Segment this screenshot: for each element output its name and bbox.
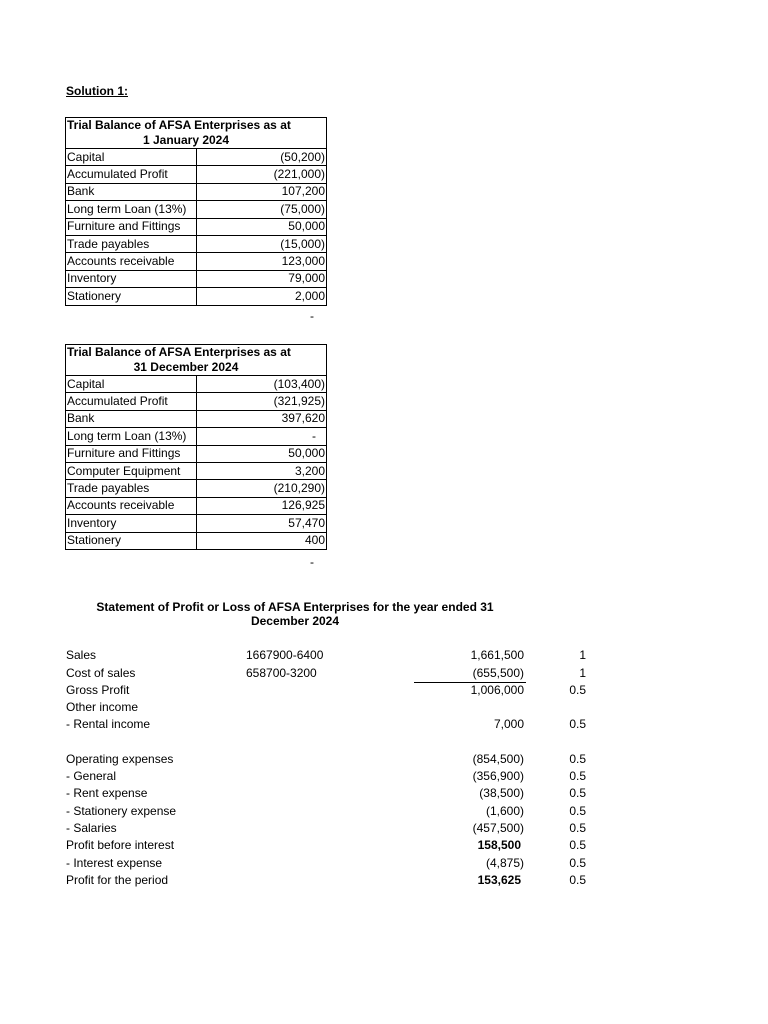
table-row bbox=[66, 410, 327, 427]
trial-balance-dec-total: - bbox=[310, 555, 314, 569]
table-row bbox=[66, 462, 327, 479]
row-amount: (103,400) bbox=[196, 376, 327, 393]
row-value: 153,625 bbox=[477, 873, 521, 887]
row-label: Profit for the period bbox=[66, 873, 169, 887]
profit-loss-title: Statement of Profit or Loss of AFSA Enterprises for the year ended 31 December 2024 bbox=[96, 600, 494, 628]
profit-loss-row bbox=[0, 855, 768, 872]
profit-loss-row bbox=[0, 837, 768, 854]
row-label: Accounts receivable bbox=[66, 497, 197, 514]
trial-balance-jan-title: Trial Balance of AFSA Enterprises as at 1 January 2024 bbox=[66, 118, 327, 149]
row-amount: 2,000 bbox=[196, 288, 327, 305]
profit-loss-row bbox=[0, 803, 768, 820]
table-row bbox=[66, 445, 327, 462]
row-label: Furniture and Fittings bbox=[66, 218, 197, 235]
row-label: Stationery bbox=[66, 288, 197, 305]
table-row bbox=[66, 428, 327, 445]
row-label: Capital bbox=[66, 376, 197, 393]
table-row bbox=[66, 497, 327, 514]
table-row bbox=[66, 270, 327, 287]
profit-loss-row bbox=[0, 751, 768, 768]
row-label: - Stationery expense bbox=[66, 804, 177, 818]
row-calculation: 1667900-6400 bbox=[246, 648, 324, 662]
row-amount: (15,000) bbox=[196, 235, 327, 252]
profit-loss-row bbox=[0, 665, 768, 682]
row-value: (854,500) bbox=[472, 752, 524, 766]
row-amount: 397,620 bbox=[196, 410, 327, 427]
row-label: Long term Loan (13%) bbox=[66, 201, 197, 218]
profit-loss-row bbox=[0, 872, 768, 889]
row-amount: (221,000) bbox=[196, 166, 327, 183]
row-amount: 57,470 bbox=[196, 515, 327, 532]
row-amount: 126,925 bbox=[196, 497, 327, 514]
row-amount: 50,000 bbox=[196, 218, 327, 235]
row-label: Inventory bbox=[66, 515, 197, 532]
row-label: Furniture and Fittings bbox=[66, 445, 197, 462]
row-mark: 0.5 bbox=[569, 769, 586, 783]
row-value: 1,661,500 bbox=[470, 648, 524, 662]
profit-loss-row bbox=[0, 820, 768, 837]
table-row bbox=[66, 532, 327, 549]
row-mark: 0.5 bbox=[569, 873, 586, 887]
row-label: Cost of sales bbox=[66, 666, 136, 680]
row-mark: 0.5 bbox=[569, 752, 586, 766]
table-row bbox=[66, 149, 327, 166]
row-label: Computer Equipment bbox=[66, 462, 197, 479]
row-label: - Salaries bbox=[66, 821, 117, 835]
profit-loss-row bbox=[0, 647, 768, 664]
row-label: Accumulated Profit bbox=[66, 166, 197, 183]
table-row bbox=[66, 183, 327, 200]
row-mark: 0.5 bbox=[569, 786, 586, 800]
row-amount: 400 bbox=[196, 532, 327, 549]
trial-balance-dec-title: Trial Balance of AFSA Enterprises as at 31 December 2024 bbox=[66, 345, 327, 376]
row-calculation: 658700-3200 bbox=[246, 666, 317, 680]
row-value: (356,900) bbox=[472, 769, 524, 783]
row-amount: (210,290) bbox=[196, 480, 327, 497]
trial-balance-dec-table bbox=[65, 344, 327, 550]
row-label: Bank bbox=[66, 183, 197, 200]
profit-loss-row bbox=[0, 682, 768, 699]
row-value: 1,006,000 bbox=[470, 683, 524, 697]
row-label: Long term Loan (13%) bbox=[66, 428, 197, 445]
row-label: - Rent expense bbox=[66, 786, 148, 800]
row-mark: 0.5 bbox=[569, 717, 586, 731]
row-label: Trade payables bbox=[66, 235, 197, 252]
row-amount: 123,000 bbox=[196, 253, 327, 270]
row-amount: (75,000) bbox=[196, 201, 327, 218]
table-row bbox=[66, 235, 327, 252]
table-row bbox=[66, 480, 327, 497]
row-value: (457,500) bbox=[472, 821, 524, 835]
table-row bbox=[66, 218, 327, 235]
row-mark: 0.5 bbox=[569, 838, 586, 852]
row-label: Capital bbox=[66, 149, 197, 166]
row-mark: 0.5 bbox=[569, 804, 586, 818]
table-row bbox=[66, 253, 327, 270]
row-mark: 1 bbox=[579, 648, 586, 662]
row-value: 7,000 bbox=[493, 717, 524, 731]
row-amount: 50,000 bbox=[196, 445, 327, 462]
row-amount: 107,200 bbox=[196, 183, 327, 200]
row-mark: 0.5 bbox=[569, 683, 586, 697]
row-label: - Interest expense bbox=[66, 856, 163, 870]
trial-balance-jan-table bbox=[65, 117, 327, 306]
row-label: Sales bbox=[66, 648, 97, 662]
row-amount: (50,200) bbox=[196, 149, 327, 166]
solution-heading: Solution 1: bbox=[66, 84, 128, 98]
row-mark: 1 bbox=[579, 666, 586, 680]
profit-loss-row bbox=[0, 785, 768, 802]
trial-balance-jan-total: - bbox=[310, 309, 314, 323]
row-mark: 0.5 bbox=[569, 821, 586, 835]
table-row bbox=[66, 393, 327, 410]
row-value: 158,500 bbox=[477, 838, 521, 852]
row-value: (1,600) bbox=[485, 804, 524, 818]
table-row bbox=[66, 201, 327, 218]
profit-loss-row bbox=[0, 768, 768, 785]
row-label: - General bbox=[66, 769, 117, 783]
row-label: Profit before interest bbox=[66, 838, 175, 852]
row-amount: (321,925) bbox=[196, 393, 327, 410]
row-label: Bank bbox=[66, 410, 197, 427]
row-label: Other income bbox=[66, 700, 139, 714]
row-value: (655,500) bbox=[472, 666, 524, 680]
row-mark: 0.5 bbox=[569, 856, 586, 870]
profit-loss-row bbox=[0, 699, 768, 716]
row-amount: 79,000 bbox=[196, 270, 327, 287]
row-label: Accounts receivable bbox=[66, 253, 197, 270]
row-label: Accumulated Profit bbox=[66, 393, 197, 410]
row-label: Operating expenses bbox=[66, 752, 174, 766]
row-label: Inventory bbox=[66, 270, 197, 287]
row-label: - Rental income bbox=[66, 717, 151, 731]
row-label: Stationery bbox=[66, 532, 197, 549]
row-value: (38,500) bbox=[479, 786, 524, 800]
table-row bbox=[66, 166, 327, 183]
row-label: Gross Profit bbox=[66, 683, 130, 697]
profit-loss-row bbox=[0, 716, 768, 733]
table-row bbox=[66, 288, 327, 305]
table-row bbox=[66, 515, 327, 532]
row-value: (4,875) bbox=[485, 856, 524, 870]
row-label: Trade payables bbox=[66, 480, 197, 497]
table-row bbox=[66, 376, 327, 393]
row-amount: 3,200 bbox=[196, 462, 327, 479]
row-amount: - bbox=[196, 428, 327, 445]
